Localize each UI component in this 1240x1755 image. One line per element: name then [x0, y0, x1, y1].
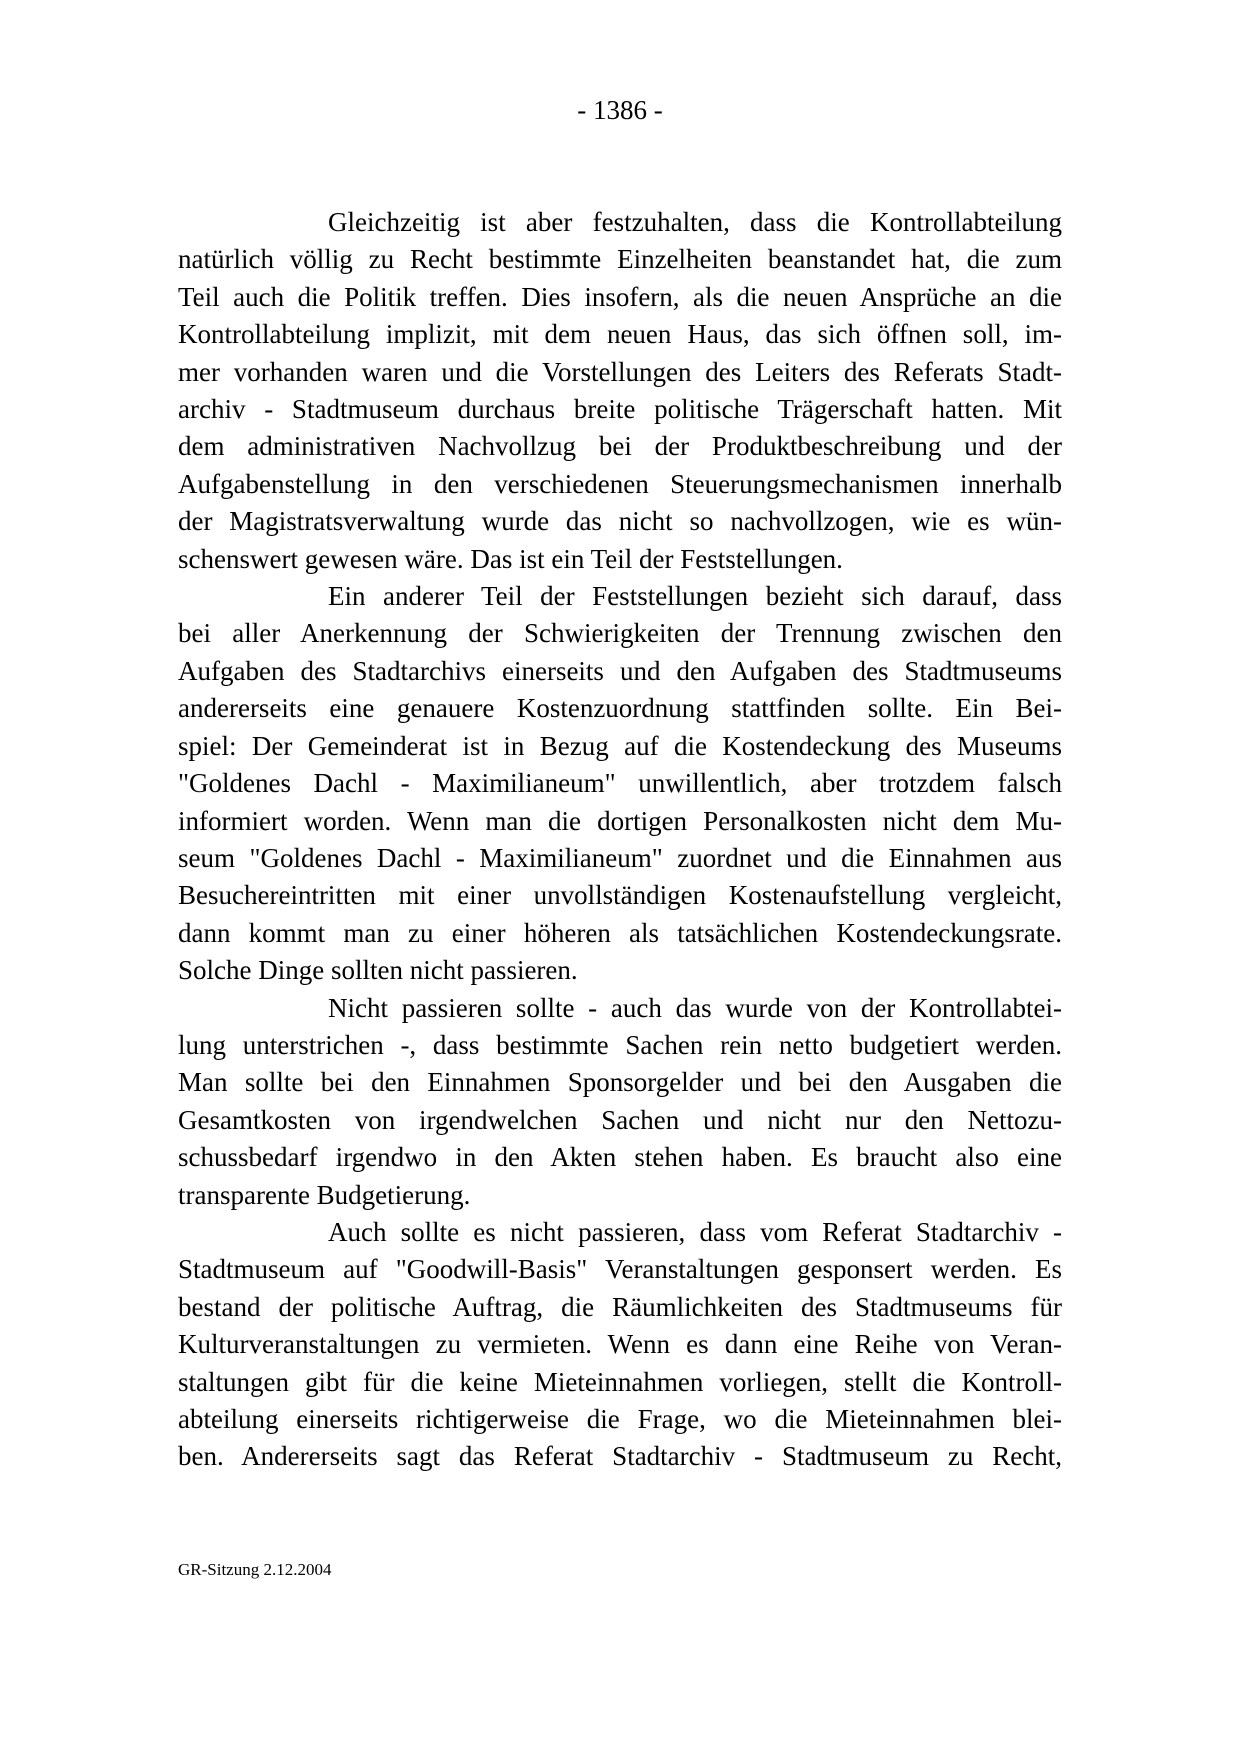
text-line: natürlich völlig zu Recht bestimmte Einzelheiten beanstandet hat, die zum — [178, 244, 1062, 275]
text-line: schussbedarf irgendwo in den Akten stehen haben. Es braucht also eine — [178, 1142, 1062, 1173]
text-line: schenswert gewesen wäre. Das ist ein Teil der Feststellungen. — [178, 543, 843, 574]
text-line: Nicht passieren sollte - auch das wurde von der Kontrollabtei- — [328, 992, 1062, 1023]
text-line: Aufgaben des Stadtarchivs einerseits und den Aufgaben des Stadtmuseums — [178, 655, 1062, 686]
text-line: Kontrollabteilung implizit, mit dem neuen Haus, das sich öffnen soll, im- — [178, 319, 1062, 350]
text-line: Man sollte bei den Einnahmen Sponsorgelder und bei den Ausgaben die — [178, 1067, 1062, 1098]
text-line: bei aller Anerkennung der Schwierigkeiten der Trennung zwischen den — [178, 618, 1062, 649]
page-number: - 1386 - — [577, 95, 663, 125]
text-line: Aufgabenstellung in den verschiedenen Steuerungsmechanismen innerhalb — [178, 468, 1062, 499]
text-line: Besuchereintritten mit einer unvollständigen Kostenaufstellung vergleicht, — [178, 880, 1062, 911]
text-line: Gesamtkosten von irgendwelchen Sachen und nicht nur den Nettozu- — [178, 1104, 1062, 1135]
page-body — [178, 204, 1062, 1476]
text-line: informiert worden. Wenn man die dortigen Personalkosten nicht dem Mu- — [178, 805, 1062, 836]
text-line: spiel: Der Gemeinderat ist in Bezug auf die Kostendeckung des Museums — [178, 730, 1062, 761]
text-line: staltungen gibt für die keine Mieteinnahmen vorliegen, stellt die Kontroll- — [178, 1366, 1062, 1397]
text-line: ben. Andererseits sagt das Referat Stadtarchiv - Stadtmuseum zu Recht, — [178, 1441, 1062, 1472]
text-line: Solche Dinge sollten nicht passieren. — [178, 955, 578, 986]
text-line: seum "Goldenes Dachl - Maximilianeum" zuordnet und die Einnahmen aus — [178, 842, 1062, 873]
text-line: lung unterstrichen -, dass bestimmte Sachen rein netto budgetiert werden. — [178, 1029, 1062, 1060]
text-line: Stadtmuseum auf "Goodwill-Basis" Veranstaltungen gesponsert werden. Es — [178, 1254, 1062, 1285]
text-line: Auch sollte es nicht passieren, dass vom Referat Stadtarchiv - — [328, 1216, 1062, 1247]
text-line: Ein anderer Teil der Feststellungen bezieht sich darauf, dass — [328, 581, 1062, 612]
text-line: der Magistratsverwaltung wurde das nicht so nachvollzogen, wie es wün- — [178, 506, 1062, 537]
text-line: dann kommt man zu einer höheren als tatsächlichen Kostendeckungsrate. — [178, 917, 1062, 948]
text-line: Kulturveranstaltungen zu vermieten. Wenn es dann eine Reihe von Veran- — [178, 1329, 1062, 1360]
footer-session-date: GR-Sitzung 2.12.2004 — [178, 1560, 332, 1579]
text-line: transparente Budgetierung. — [178, 1179, 471, 1210]
text-line: dem administrativen Nachvollzug bei der Produktbeschreibung und der — [178, 431, 1062, 462]
text-line: archiv - Stadtmuseum durchaus breite politische Trägerschaft hatten. Mit — [178, 394, 1062, 425]
text-line: Gleichzeitig ist aber festzuhalten, dass die Kontrollabteilung — [328, 207, 1062, 237]
text-line: bestand der politische Auftrag, die Räumlichkeiten des Stadtmuseums für — [178, 1291, 1062, 1322]
text-line: mer vorhanden waren und die Vorstellungen des Leiters des Referats Stadt- — [178, 356, 1062, 387]
text-line: "Goldenes Dachl - Maximilianeum" unwillentlich, aber trotzdem falsch — [178, 768, 1062, 799]
text-line: andererseits eine genauere Kostenzuordnung stattfinden sollte. Ein Bei- — [178, 693, 1062, 724]
paragraph — [178, 204, 1062, 578]
paragraph — [178, 990, 1062, 1214]
text-line: abteilung einerseits richtigerweise die Frage, wo die Mieteinnahmen blei- — [178, 1404, 1062, 1434]
paragraph — [178, 1214, 1062, 1476]
text-line: Teil auch die Politik treffen. Dies insofern, als die neuen Ansprüche an die — [178, 281, 1062, 312]
paragraph — [178, 578, 1062, 989]
